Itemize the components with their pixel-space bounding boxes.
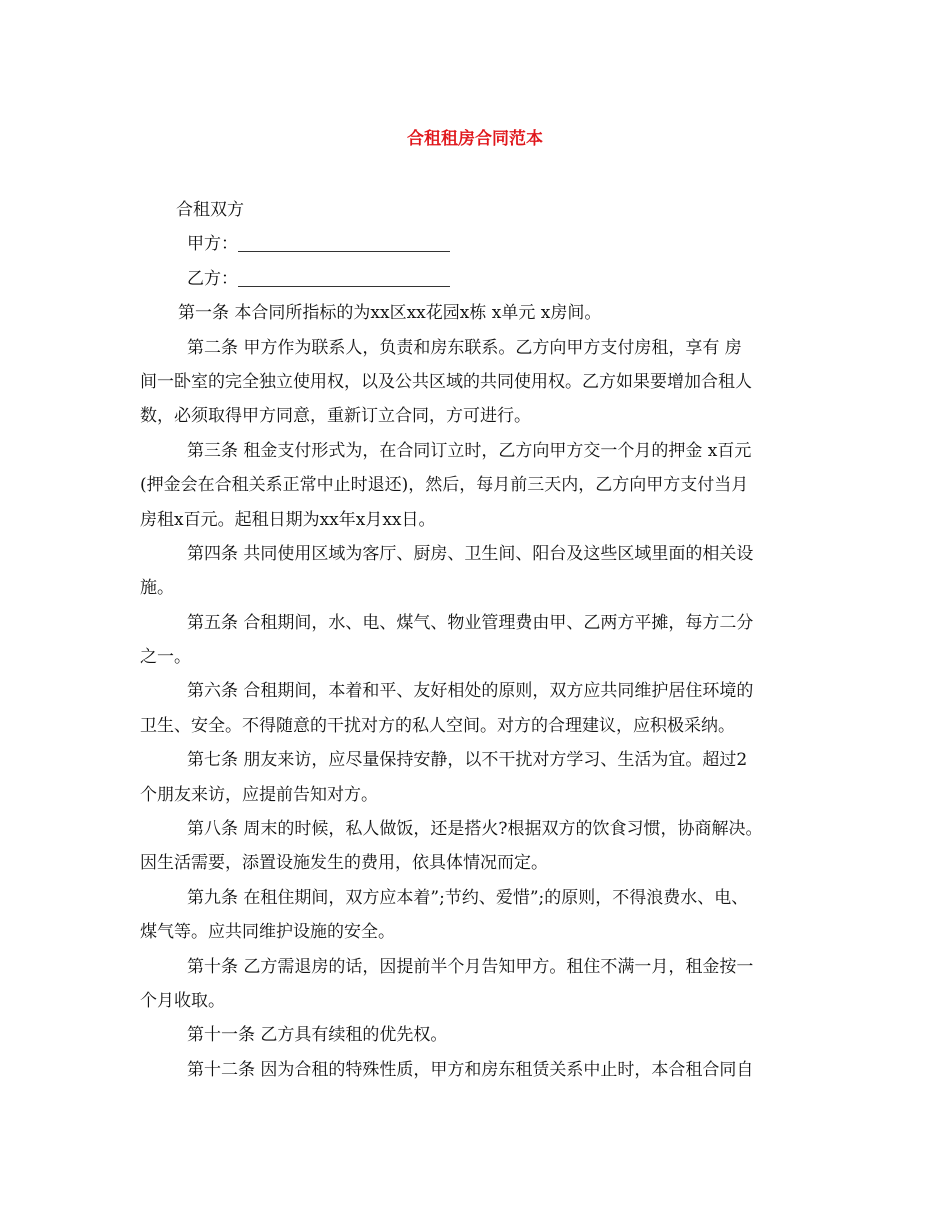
party-a-line (140, 227, 825, 261)
document-body (140, 193, 825, 1087)
clause-7-line-2: 个朋友来访，应提前告知对方。 (140, 784, 378, 805)
party-b-blank-field (238, 268, 450, 287)
party-a-blank-field (238, 233, 450, 252)
clause-1-line-1: 第一条 本合同所指标的为xx区xx花园x栋 x单元 x房间。 (178, 303, 602, 324)
party-a-label: 甲方： (187, 234, 238, 255)
clause-9-line-1: 第九条 在租住期间，双方应本着”;节约、爱惜”;的原则，不得浪费水、电、 (187, 887, 749, 908)
clause-2-line-2: 间一卧室的完全独立使用权，以及公共区域的共同使用权。乙方如果要增加合租人 (140, 371, 752, 392)
clause-4-line-2: 施。 (140, 578, 174, 599)
clause-3-line-3: 房租x百元。起租日期为xx年x月xx日。 (140, 509, 436, 530)
clause-6-line-1: 第六条 合租期间，本着和平、友好相处的原则，双方应共同维护居住环境的 (187, 681, 754, 702)
clause-5-line-2: 之一。 (140, 647, 191, 668)
clause-10-line-1: 第十条 乙方需退房的话，因提前半个月告知甲方。租住不满一月，租金按一 (187, 956, 754, 977)
clause-2-line-3: 数，必须取得甲方同意，重新订立合同，方可进行。 (140, 406, 531, 427)
party-b-label: 乙方： (187, 268, 238, 289)
clause-7-line-1: 第七条 朋友来访，应尽量保持安静，以不干扰对方学习、生活为宜。超过2 (187, 750, 748, 771)
clause-3-line-1: 第三条 租金支付形式为，在合同订立时，乙方向甲方交一个月的押金 x百元 (187, 440, 752, 461)
clause-11-line-1: 第十一条 乙方具有续租的优先权。 (187, 1025, 448, 1046)
clause-10-line-2: 个月收取。 (140, 990, 225, 1011)
parties-heading: 合租双方 (176, 200, 244, 220)
party-b-line (140, 262, 825, 296)
clause-8-line-2: 因生活需要，添置设施发生的费用，依具体情况而定。 (140, 853, 548, 874)
clause-12-line-1: 第十二条 因为合租的特殊性质，甲方和房东租赁关系中止时，本合租合同自 (187, 1059, 754, 1080)
clause-2-line-1: 第二条 甲方作为联系人，负责和房东联系。乙方向甲方支付房租，享有 房 (187, 337, 742, 358)
clause-9-line-2: 煤气等。应共同维护设施的安全。 (140, 922, 395, 943)
clause-4-line-1: 第四条 共同使用区域为客厅、厨房、卫生间、阳台及这些区域里面的相关设 (187, 543, 754, 564)
clause-8-line-1: 第八条 周末的时候，私人做饭，还是搭火?根据双方的饮食习惯，协商解决。 (187, 819, 763, 840)
document-title: 合租租房合同范本 (407, 129, 543, 149)
clause-6-line-2: 卫生、安全。不得随意的干扰对方的私人空间。对方的合理建议，应积极采纳。 (140, 715, 735, 736)
clause-5-line-1: 第五条 合租期间，水、电、煤气、物业管理费由甲、乙两方平摊，每方二分 (187, 612, 754, 633)
clause-3-line-2: (押金会在合租关系正常中止时退还)，然后，每月前三天内，乙方向甲方支付当月 (140, 475, 749, 496)
